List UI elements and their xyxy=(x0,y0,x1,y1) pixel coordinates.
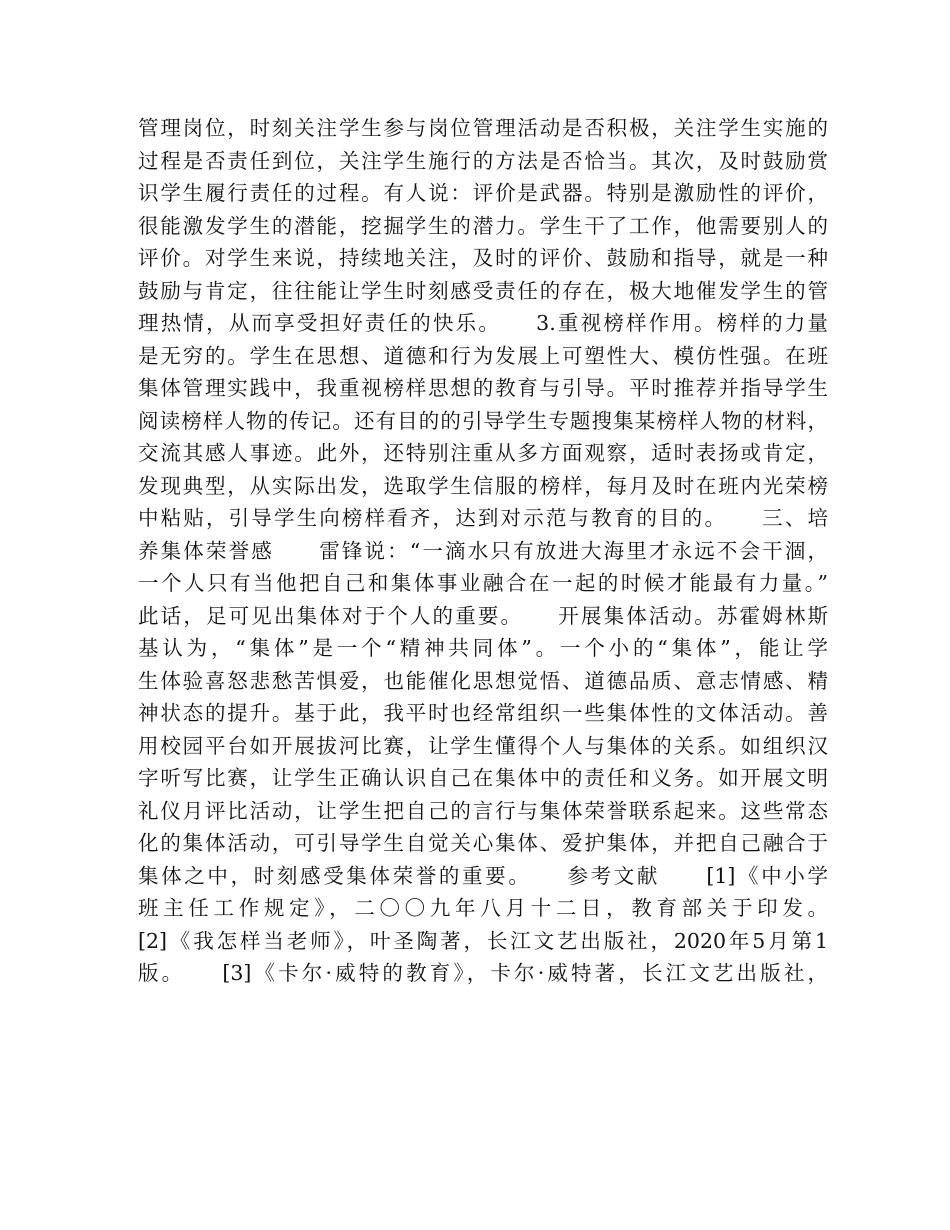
text-line: 班主任工作规定》，二〇〇九年八月十二日，教育部关于印发。 xyxy=(138,896,828,920)
text-line: 阅读榜样人物的传记。还有目的的引导学生专题搜集某榜样人物的材料， xyxy=(138,408,828,433)
text-line: 化的集体活动，可引导学生自觉关心集体、爱护集体，并把自己融合于 xyxy=(138,831,828,855)
text-line: 版。 [3]《卡尔·威特的教育》，卡尔·威特著，长江文艺出版社， xyxy=(138,961,828,985)
text-line: 鼓励与肯定，往往能让学生时刻感受责任的存在，极大地催发学生的管 xyxy=(138,278,828,303)
text-line: 用校园平台如开展拔河比赛，让学生懂得个人与集体的关系。如组织汉 xyxy=(138,733,828,758)
text-line: 理热情，从而享受担好责任的快乐。 3.重视榜样作用。榜样的力量 xyxy=(138,311,828,335)
text-line: [2]《我怎样当老师》，叶圣陶著，长江文艺出版社，2020年5月第1 xyxy=(138,928,828,953)
text-line: 发现典型，从实际出发，选取学生信服的榜样，每月及时在班内光荣榜 xyxy=(138,473,828,498)
text-line: 是无穷的。学生在思想、道德和行为发展上可塑性大、模仿性强。在班 xyxy=(138,343,828,368)
text-line: 管理岗位，时刻关注学生参与岗位管理活动是否积极，关注学生实施的 xyxy=(138,116,828,140)
text-line: 集体之中，时刻感受集体荣誉的重要。 参考文献 [1]《中小学 xyxy=(138,863,828,888)
text-line: 神状态的提升。基于此，我平时也经常组织一些集体性的文体活动。善 xyxy=(138,701,828,725)
text-line: 生体验喜怒悲愁苦惧爱，也能催化思想觉悟、道德品质、意志情感、精 xyxy=(138,668,828,693)
text-line: 很能激发学生的潜能，挖掘学生的潜力。学生干了工作，他需要别人的 xyxy=(138,213,828,238)
text-line: 集体管理实践中，我重视榜样思想的教育与引导。平时推荐并指导学生 xyxy=(138,376,828,400)
text-line: 交流其感人事迹。此外，还特别注重从多方面观察，适时表扬或肯定， xyxy=(138,441,828,465)
text-line: 识学生履行责任的过程。有人说：评价是武器。特别是激励性的评价， xyxy=(138,181,828,205)
text-line: 一个人只有当他把自己和集体事业融合在一起的时候才能最有力量。” xyxy=(138,571,828,595)
body-text xyxy=(138,112,828,990)
text-line: 养集体荣誉感 雷锋说：“一滴水只有放进大海里才永远不会干涸， xyxy=(138,538,828,563)
text-line: 中粘贴，引导学生向榜样看齐，达到对示范与教育的目的。 三、培 xyxy=(138,506,828,530)
text-line: 此话，足可见出集体对于个人的重要。 开展集体活动。苏霍姆林斯 xyxy=(138,603,828,628)
text-line: 评价。对学生来说，持续地关注，及时的评价、鼓励和指导，就是一种 xyxy=(138,246,828,270)
text-line: 基认为，“集体”是一个“精神共同体”。一个小的“集体”，能让学 xyxy=(138,636,828,660)
text-line: 字听写比赛，让学生正确认识自己在集体中的责任和义务。如开展文明 xyxy=(138,766,828,790)
text-line: 礼仪月评比活动，让学生把自己的言行与集体荣誉联系起来。这些常态 xyxy=(138,798,828,823)
text-line: 过程是否责任到位，关注学生施行的方法是否恰当。其次，及时鼓励赏 xyxy=(138,148,828,173)
